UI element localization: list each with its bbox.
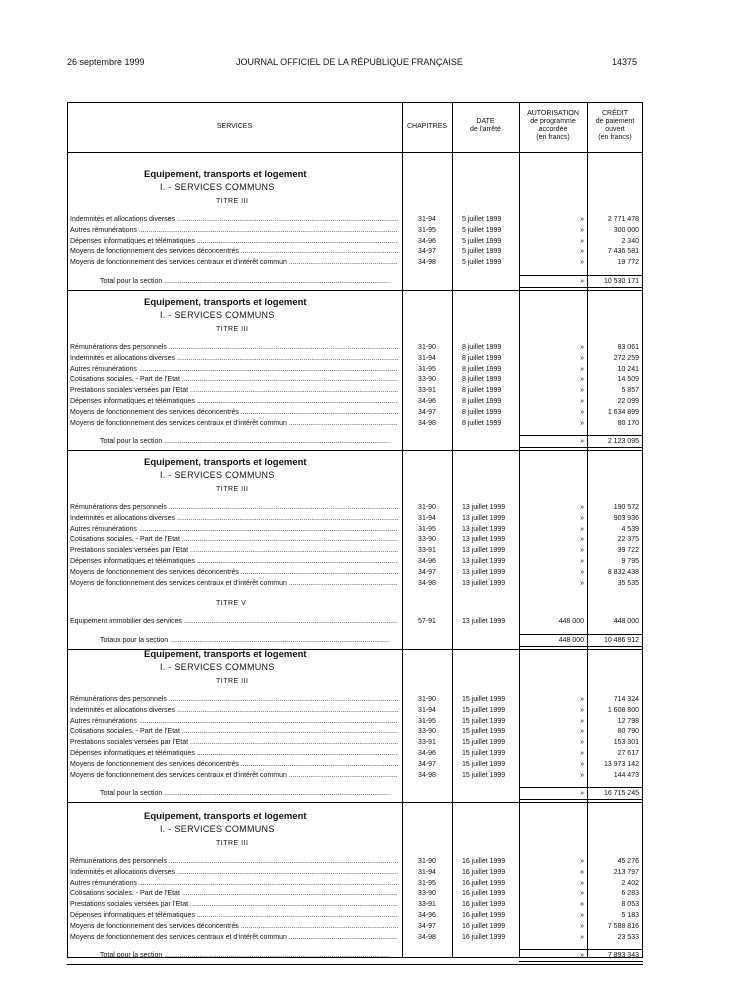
row-label: Moyens de fonctionnement des services centraux et d'intérêt commun ..... xyxy=(70,419,398,428)
total-label: Total pour la section ..... xyxy=(100,951,390,960)
row-chapitre: 34-98 xyxy=(418,580,436,587)
row-chapitre: 34-97 xyxy=(418,761,436,768)
total-bottom-rule xyxy=(519,646,643,647)
row-label: Rémunérations des personnels ..... xyxy=(70,503,398,512)
row-autorisation: 448 000 xyxy=(558,618,584,625)
row-date: 13 juillet 1999 xyxy=(462,504,506,511)
row-label: Dépenses informatiques et télématiques ..... xyxy=(70,397,398,406)
row-credit: 19 772 xyxy=(617,259,639,266)
row-chapitre: 34-97 xyxy=(418,569,436,576)
row-chapitre: 34-98 xyxy=(418,420,436,427)
row-date: 16 juillet 1999 xyxy=(462,934,506,941)
row-credit: 45 276 xyxy=(617,858,639,865)
row-credit: 13 973 142 xyxy=(603,761,639,768)
row-autorisation: » xyxy=(580,580,584,587)
row-autorisation: » xyxy=(580,707,584,714)
row-autorisation: » xyxy=(580,387,584,394)
section-service-heading: I. - SERVICES COMMUNS xyxy=(160,310,275,320)
total-autorisation: » xyxy=(580,278,584,285)
row-chapitre: 31-94 xyxy=(418,869,436,876)
row-chapitre: 31-95 xyxy=(418,526,436,533)
row-label: Cotisations sociales. - Part de l'Etat ..... xyxy=(70,889,398,898)
row-credit: 9 795 xyxy=(621,558,639,565)
row-autorisation: » xyxy=(580,376,584,383)
row-date: 8 juillet 1999 xyxy=(462,398,502,405)
row-autorisation: » xyxy=(580,227,584,234)
row-label: Moyens de fonctionnement des services centraux et d'intérêt commun ..... xyxy=(70,579,398,588)
column-header-chapitres: CHAPITRES xyxy=(406,123,448,130)
row-date: 16 juillet 1999 xyxy=(462,912,506,919)
section-service-heading: I. - SERVICES COMMUNS xyxy=(160,182,275,192)
section-ministry-heading: Equipement, transports et logement xyxy=(144,457,307,468)
row-credit: 300 000 xyxy=(613,227,639,234)
row-chapitre: 31-90 xyxy=(418,858,436,865)
row-label: Indemnités et allocations diverses ..... xyxy=(70,215,398,224)
row-chapitre: 34-98 xyxy=(418,259,436,266)
row-label: Indemnités et allocations diverses ..... xyxy=(70,514,398,523)
column-header-autorisation: AUTORISATION de programme accordée (en francs) xyxy=(527,110,579,141)
row-autorisation: » xyxy=(580,869,584,876)
row-date: 16 juillet 1999 xyxy=(462,890,506,897)
titre-heading: TITRE III xyxy=(216,840,249,847)
row-autorisation: » xyxy=(580,355,584,362)
total-credit: 16 715 245 xyxy=(603,790,639,797)
row-label: Prestations sociales versées par l'Etat ..... xyxy=(70,546,398,555)
row-date: 8 juillet 1999 xyxy=(462,387,502,394)
row-credit: 23 533 xyxy=(617,934,639,941)
row-credit: 1 608 800 xyxy=(607,707,639,714)
titre-heading: TITRE III xyxy=(216,486,249,493)
row-date: 13 juillet 1999 xyxy=(462,526,506,533)
row-chapitre: 31-95 xyxy=(418,880,436,887)
total-top-rule xyxy=(519,634,643,635)
row-credit: 213 797 xyxy=(613,869,639,876)
row-label: Dépenses informatiques et télématiques ..... xyxy=(70,911,398,920)
row-autorisation: » xyxy=(580,858,584,865)
page-number: 14375 xyxy=(612,57,638,67)
row-autorisation: » xyxy=(580,696,584,703)
total-credit: 10 486 912 xyxy=(603,637,639,644)
row-chapitre: 31-95 xyxy=(418,718,436,725)
row-autorisation: » xyxy=(580,569,584,576)
row-date: 5 juillet 1999 xyxy=(462,248,502,255)
row-chapitre: 31-95 xyxy=(418,227,436,234)
titre-heading: TITRE III xyxy=(216,678,249,685)
total-label: Totaux pour la section ..... xyxy=(100,636,390,645)
row-credit: 8 832 438 xyxy=(607,569,639,576)
column-header-date: DATE de l'arrêté xyxy=(470,118,501,133)
total-top-rule xyxy=(519,275,643,276)
total-label: Total pour la section ..... xyxy=(100,437,390,446)
row-date: 8 juillet 1999 xyxy=(462,366,502,373)
row-chapitre: 33-91 xyxy=(418,387,436,394)
row-date: 16 juillet 1999 xyxy=(462,901,506,908)
row-chapitre: 31-90 xyxy=(418,344,436,351)
row-date: 5 juillet 1999 xyxy=(462,259,502,266)
row-label: Moyens de fonctionnement des services centraux et d'intérêt commun ..... xyxy=(70,933,398,942)
row-chapitre: 33-90 xyxy=(418,536,436,543)
column-divider-chapitres xyxy=(402,102,403,958)
row-chapitre: 33-91 xyxy=(418,547,436,554)
row-chapitre: 34-96 xyxy=(418,558,436,565)
total-bottom-rule xyxy=(519,799,643,800)
row-label: Moyens de fonctionnement des services centraux et d'intérêt commun ..... xyxy=(70,258,398,267)
row-autorisation: » xyxy=(580,515,584,522)
row-label: Moyens de fonctionnement des services déconcentrés ..... xyxy=(70,760,398,769)
row-autorisation: » xyxy=(580,772,584,779)
row-date: 13 juillet 1999 xyxy=(462,536,506,543)
row-credit: 4 539 xyxy=(621,526,639,533)
row-label: Rémunérations des personnels ..... xyxy=(70,695,398,704)
row-credit: 144 473 xyxy=(613,772,639,779)
row-credit: 22 375 xyxy=(617,536,639,543)
row-chapitre: 33-90 xyxy=(418,890,436,897)
row-autorisation: » xyxy=(580,238,584,245)
row-chapitre: 31-94 xyxy=(418,707,436,714)
row-label: Dépenses informatiques et télématiques ..... xyxy=(70,237,398,246)
row-autorisation: » xyxy=(580,901,584,908)
total-bottom-rule xyxy=(519,961,643,962)
row-date: 15 juillet 1999 xyxy=(462,728,506,735)
row-date: 8 juillet 1999 xyxy=(462,355,502,362)
row-date: 13 juillet 1999 xyxy=(462,580,506,587)
section-service-heading: I. - SERVICES COMMUNS xyxy=(160,824,275,834)
row-credit: 190 572 xyxy=(613,504,639,511)
row-credit: 2 340 xyxy=(621,238,639,245)
row-label: Indemnités et allocations diverses ..... xyxy=(70,868,398,877)
total-autorisation: 448 000 xyxy=(558,637,584,644)
row-label: Cotisations sociales. - Part de l'Etat ..... xyxy=(70,535,398,544)
total-autorisation: » xyxy=(580,438,584,445)
row-chapitre: 34-97 xyxy=(418,248,436,255)
row-autorisation: » xyxy=(580,880,584,887)
row-chapitre: 34-96 xyxy=(418,912,436,919)
row-date: 15 juillet 1999 xyxy=(462,761,506,768)
header-date: 26 septembre 1999 xyxy=(67,57,145,67)
row-autorisation: » xyxy=(580,718,584,725)
row-credit: 2 402 xyxy=(621,880,639,887)
row-label: Autres rémunérations ..... xyxy=(70,717,398,726)
row-chapitre: 34-96 xyxy=(418,750,436,757)
row-chapitre: 31-90 xyxy=(418,696,436,703)
section-service-heading: I. - SERVICES COMMUNS xyxy=(160,662,275,672)
row-date: 13 juillet 1999 xyxy=(462,618,506,625)
total-credit: 10 530 171 xyxy=(603,278,639,285)
section-rule xyxy=(67,964,643,965)
row-credit: 22 099 xyxy=(617,398,639,405)
row-credit: 153 301 xyxy=(613,739,639,746)
total-credit: 2 123 095 xyxy=(607,438,639,445)
row-label: Prestations sociales versées par l'Etat ..... xyxy=(70,900,398,909)
row-credit: 2 771 478 xyxy=(607,216,639,223)
row-label: Moyens de fonctionnement des services déconcentrés ..... xyxy=(70,408,398,417)
row-date: 8 juillet 1999 xyxy=(462,409,502,416)
row-chapitre: 31-94 xyxy=(418,216,436,223)
row-label: Cotisations sociales. - Part de l'Etat ..... xyxy=(70,375,398,384)
section-rule xyxy=(67,802,643,803)
row-label: Autres rémunérations ..... xyxy=(70,365,398,374)
row-chapitre: 34-98 xyxy=(418,934,436,941)
row-autorisation: » xyxy=(580,739,584,746)
total-autorisation: » xyxy=(580,790,584,797)
column-header-services: SERVICES xyxy=(216,123,253,130)
row-date: 13 juillet 1999 xyxy=(462,515,506,522)
row-credit: 8 053 xyxy=(621,901,639,908)
row-autorisation: » xyxy=(580,728,584,735)
row-chapitre: 34-97 xyxy=(418,409,436,416)
row-autorisation: » xyxy=(580,912,584,919)
section-ministry-heading: Equipement, transports et logement xyxy=(144,169,307,180)
row-credit: 5 857 xyxy=(621,387,639,394)
row-credit: 7 436 581 xyxy=(607,248,639,255)
section-ministry-heading: Equipement, transports et logement xyxy=(144,297,307,308)
row-autorisation: » xyxy=(580,536,584,543)
row-autorisation: » xyxy=(580,398,584,405)
row-credit: 10 241 xyxy=(617,366,639,373)
total-label: Total pour la section ..... xyxy=(100,277,390,286)
total-credit: 7 893 343 xyxy=(607,952,639,959)
row-chapitre: 31-94 xyxy=(418,355,436,362)
row-autorisation: » xyxy=(580,558,584,565)
row-chapitre: 33-90 xyxy=(418,728,436,735)
row-autorisation: » xyxy=(580,216,584,223)
row-credit: 35 535 xyxy=(617,580,639,587)
row-label: Moyens de fonctionnement des services déconcentrés ..... xyxy=(70,247,398,256)
section-ministry-heading: Equipement, transports et logement xyxy=(144,811,307,822)
row-chapitre: 34-98 xyxy=(418,772,436,779)
total-top-rule xyxy=(519,435,643,436)
row-credit: 714 324 xyxy=(613,696,639,703)
header-rule xyxy=(67,152,643,153)
row-credit: 7 588 816 xyxy=(607,923,639,930)
row-credit: 903 936 xyxy=(613,515,639,522)
row-label: Indemnités et allocations diverses ..... xyxy=(70,706,398,715)
titre-heading: TITRE III xyxy=(216,326,249,333)
row-date: 15 juillet 1999 xyxy=(462,707,506,714)
row-label: Autres rémunérations ..... xyxy=(70,525,398,534)
titre-heading: TITRE V xyxy=(216,600,247,607)
total-autorisation: » xyxy=(580,952,584,959)
row-chapitre: 57-91 xyxy=(418,618,436,625)
row-credit: 448 000 xyxy=(613,618,639,625)
row-credit: 14 509 xyxy=(617,376,639,383)
row-label: Equipement immobilier des services ..... xyxy=(70,617,398,626)
row-label: Moyens de fonctionnement des services déconcentrés ..... xyxy=(70,922,398,931)
row-label: Rémunérations des personnels ..... xyxy=(70,343,398,352)
section-rule xyxy=(67,290,643,291)
section-service-heading: I. - SERVICES COMMUNS xyxy=(160,470,275,480)
row-label: Moyens de fonctionnement des services déconcentrés ..... xyxy=(70,568,398,577)
row-autorisation: » xyxy=(580,750,584,757)
row-chapitre: 34-96 xyxy=(418,238,436,245)
row-autorisation: » xyxy=(580,934,584,941)
row-autorisation: » xyxy=(580,526,584,533)
row-date: 13 juillet 1999 xyxy=(462,558,506,565)
total-top-rule xyxy=(519,949,643,950)
row-autorisation: » xyxy=(580,259,584,266)
row-chapitre: 31-94 xyxy=(418,515,436,522)
row-autorisation: » xyxy=(580,344,584,351)
row-autorisation: » xyxy=(580,761,584,768)
row-label: Autres rémunérations ..... xyxy=(70,226,398,235)
row-chapitre: 31-95 xyxy=(418,366,436,373)
row-date: 8 juillet 1999 xyxy=(462,344,502,351)
titre-heading: TITRE III xyxy=(216,198,249,205)
row-credit: 5 183 xyxy=(621,912,639,919)
row-credit: 39 722 xyxy=(617,547,639,554)
total-bottom-rule xyxy=(519,447,643,448)
row-label: Prestations sociales versées par l'Etat ..... xyxy=(70,738,398,747)
row-credit: 83 061 xyxy=(617,344,639,351)
section-rule xyxy=(67,450,643,451)
row-date: 15 juillet 1999 xyxy=(462,772,506,779)
column-header-credit: CRÉDIT de paiement ouvert (en francs) xyxy=(595,110,635,141)
row-autorisation: » xyxy=(580,547,584,554)
row-autorisation: » xyxy=(580,923,584,930)
row-date: 15 juillet 1999 xyxy=(462,696,506,703)
row-chapitre: 33-91 xyxy=(418,739,436,746)
row-autorisation: » xyxy=(580,248,584,255)
row-chapitre: 33-90 xyxy=(418,376,436,383)
row-autorisation: » xyxy=(580,890,584,897)
row-date: 5 juillet 1999 xyxy=(462,227,502,234)
row-date: 15 juillet 1999 xyxy=(462,718,506,725)
row-date: 5 juillet 1999 xyxy=(462,216,502,223)
row-label: Indemnités et allocations diverses ..... xyxy=(70,354,398,363)
column-divider-date xyxy=(452,102,453,958)
row-label: Moyens de fonctionnement des services centraux et d'intérêt commun ..... xyxy=(70,771,398,780)
row-autorisation: » xyxy=(580,504,584,511)
row-label: Dépenses informatiques et télématiques ..... xyxy=(70,557,398,566)
row-label: Dépenses informatiques et télématiques ..... xyxy=(70,749,398,758)
row-chapitre: 33-91 xyxy=(418,901,436,908)
row-date: 16 juillet 1999 xyxy=(462,923,506,930)
row-credit: 12 798 xyxy=(617,718,639,725)
row-date: 5 juillet 1999 xyxy=(462,238,502,245)
row-date: 8 juillet 1999 xyxy=(462,376,502,383)
row-autorisation: » xyxy=(580,420,584,427)
row-date: 16 juillet 1999 xyxy=(462,869,506,876)
row-date: 13 juillet 1999 xyxy=(462,569,506,576)
row-date: 15 juillet 1999 xyxy=(462,750,506,757)
header-title: JOURNAL OFFICIEL DE LA RÉPUBLIQUE FRANÇAISE xyxy=(236,57,463,67)
row-date: 16 juillet 1999 xyxy=(462,858,506,865)
row-credit: 272 259 xyxy=(613,355,639,362)
total-top-rule xyxy=(519,787,643,788)
row-date: 13 juillet 1999 xyxy=(462,547,506,554)
row-date: 16 juillet 1999 xyxy=(462,880,506,887)
row-credit: 1 634 899 xyxy=(607,409,639,416)
row-label: Prestations sociales versées par l'Etat ..... xyxy=(70,386,398,395)
total-bottom-rule xyxy=(519,287,643,288)
total-label: Total pour la section ..... xyxy=(100,789,390,798)
row-credit: 80 170 xyxy=(617,420,639,427)
row-autorisation: » xyxy=(580,366,584,373)
row-label: Cotisations sociales. - Part de l'Etat ..... xyxy=(70,727,398,736)
row-date: 15 juillet 1999 xyxy=(462,739,506,746)
section-ministry-heading: Equipement, transports et logement xyxy=(144,649,307,660)
row-credit: 27 617 xyxy=(617,750,639,757)
row-date: 8 juillet 1999 xyxy=(462,420,502,427)
row-label: Autres rémunérations ..... xyxy=(70,879,398,888)
row-credit: 6 283 xyxy=(621,890,639,897)
row-chapitre: 34-96 xyxy=(418,398,436,405)
row-chapitre: 31-90 xyxy=(418,504,436,511)
row-chapitre: 34-97 xyxy=(418,923,436,930)
row-credit: 80 790 xyxy=(617,728,639,735)
row-autorisation: » xyxy=(580,409,584,416)
row-label: Rémunérations des personnels ..... xyxy=(70,857,398,866)
